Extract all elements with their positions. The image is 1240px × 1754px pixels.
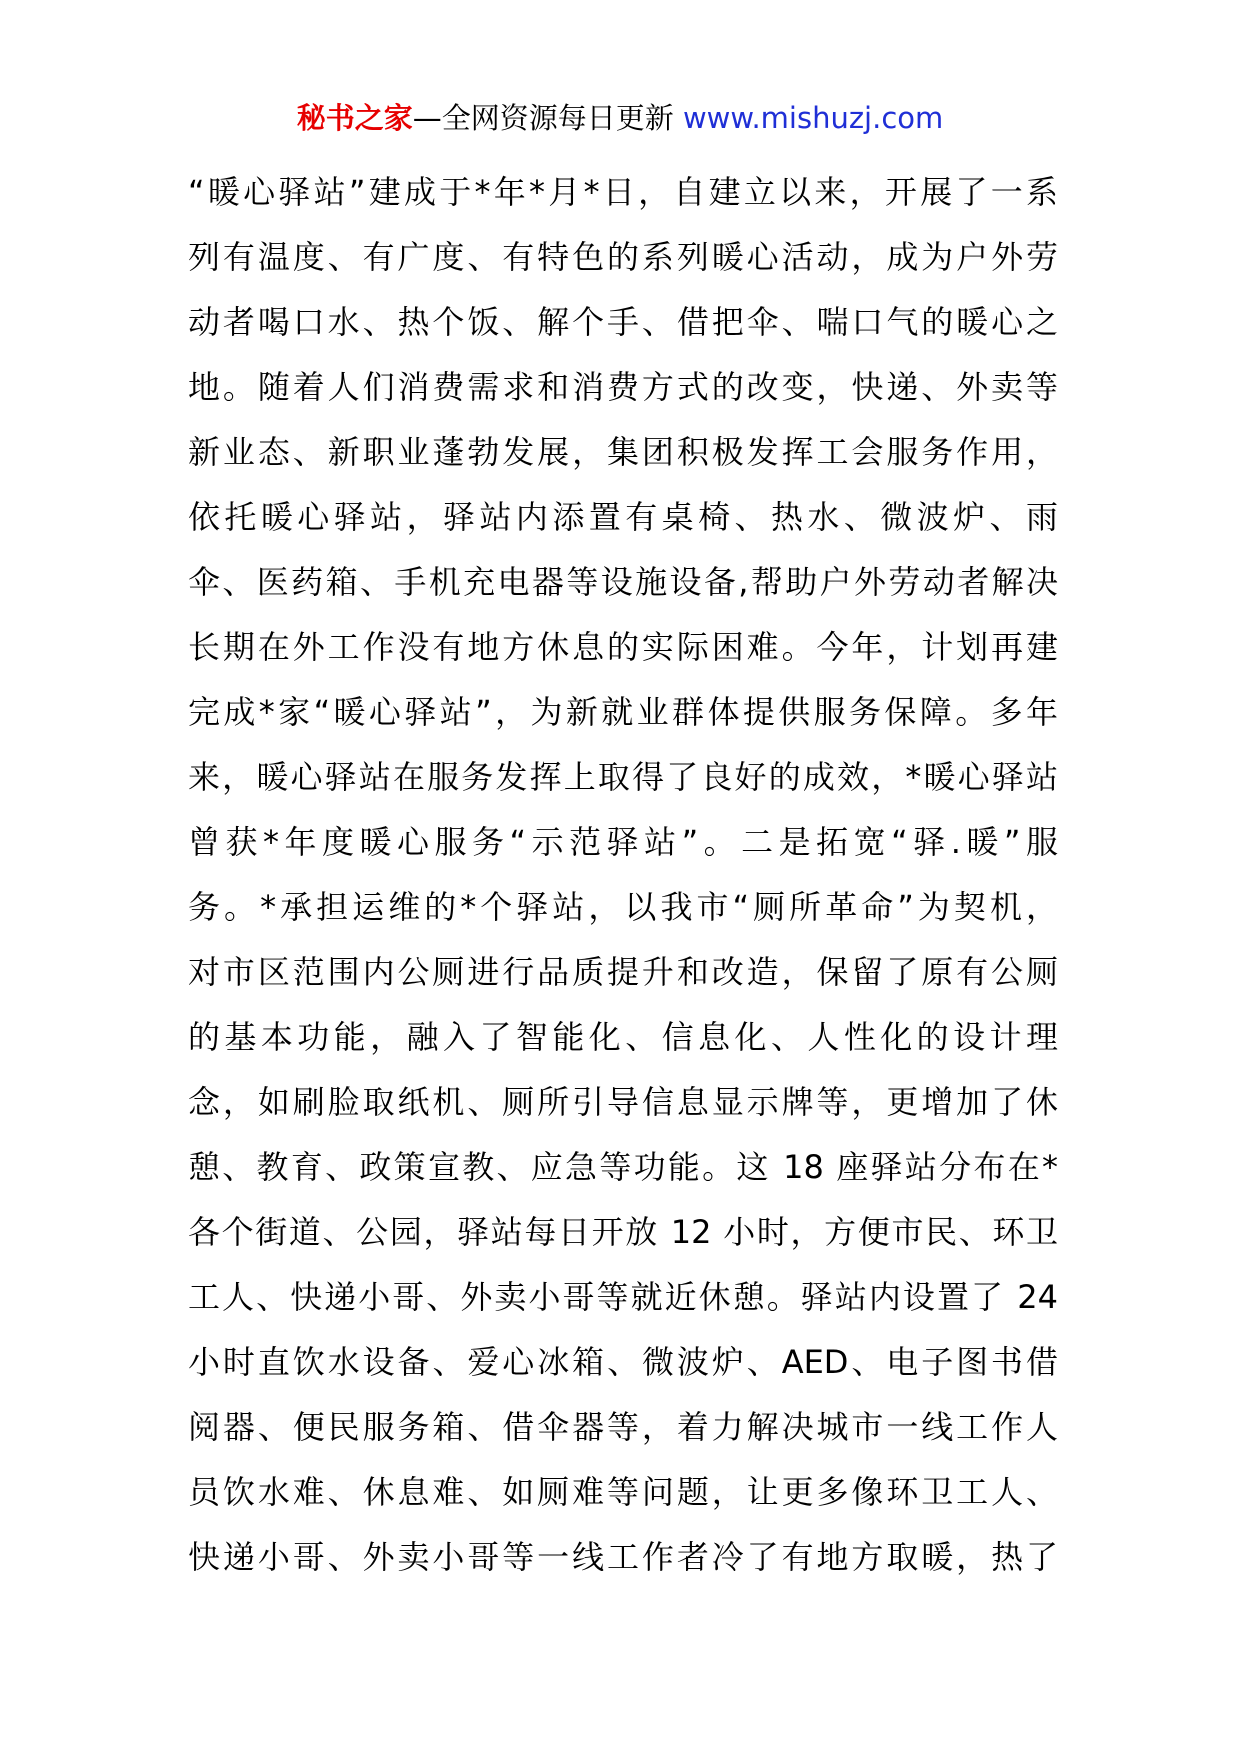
page-header <box>0 98 1240 138</box>
body-line: 地。随着人们消费需求和消费方式的改变，快递、外卖等 <box>188 368 1058 406</box>
body-line: 新业态、新职业蓬勃发展，集团积极发挥工会服务作用， <box>188 433 1058 471</box>
body-line: 完成*家“暖心驿站”，为新就业群体提供服务保障。多年 <box>188 693 1058 731</box>
body-line: 动者喝口水、热个饭、解个手、借把伞、喘口气的暖心之 <box>188 303 1058 341</box>
body-line: 依托暖心驿站，驿站内添置有桌椅、热水、微波炉、雨 <box>188 498 1058 536</box>
body-line: 工人、快递小哥、外卖小哥等就近休憩。驿站内设置了 24 <box>188 1278 1058 1316</box>
body-line: 小时直饮水设备、爱心冰箱、微波炉、AED、电子图书借 <box>188 1343 1058 1381</box>
body-line: 列有温度、有广度、有特色的系列暖心活动，成为户外劳 <box>188 238 1058 276</box>
body-line: 曾获*年度暖心服务“示范驿站”。二是拓宽“驿.暖”服 <box>188 823 1058 861</box>
body-line: “暖心驿站”建成于*年*月*日，自建立以来，开展了一系 <box>188 173 1058 211</box>
header-tagline: —全网资源每日更新 <box>412 101 683 135</box>
body-line: 务。*承担运维的*个驿站，以我市“厕所革命”为契机， <box>188 888 1058 926</box>
body-line: 来，暖心驿站在服务发挥上取得了良好的成效，*暖心驿站 <box>188 758 1058 796</box>
body-line: 的基本功能，融入了智能化、信息化、人性化的设计理 <box>188 1018 1058 1056</box>
body-line: 长期在外工作没有地方休息的实际困难。今年，计划再建 <box>188 628 1058 666</box>
body-line: 伞、医药箱、手机充电器等设施设备,帮助户外劳动者解决 <box>188 563 1058 601</box>
body-line: 念，如刷脸取纸机、厕所引导信息显示牌等，更增加了休 <box>188 1083 1058 1121</box>
body-line: 员饮水难、休息难、如厕难等问题，让更多像环卫工人、 <box>188 1473 1058 1511</box>
body-line: 快递小哥、外卖小哥等一线工作者冷了有地方取暖，热了 <box>188 1538 1058 1576</box>
body-line: 憩、教育、政策宣教、应急等功能。这 18 座驿站分布在* <box>188 1148 1058 1186</box>
site-url-link[interactable]: www.mishuzj.com <box>682 101 944 135</box>
body-line: 阅器、便民服务箱、借伞器等，着力解决城市一线工作人 <box>188 1408 1058 1446</box>
document-body <box>188 160 1058 1590</box>
body-line: 各个街道、公园，驿站每日开放 12 小时，方便市民、环卫 <box>188 1213 1058 1251</box>
body-line: 对市区范围内公厕进行品质提升和改造，保留了原有公厕 <box>188 953 1058 991</box>
brand-name: 秘书之家 <box>296 101 413 135</box>
